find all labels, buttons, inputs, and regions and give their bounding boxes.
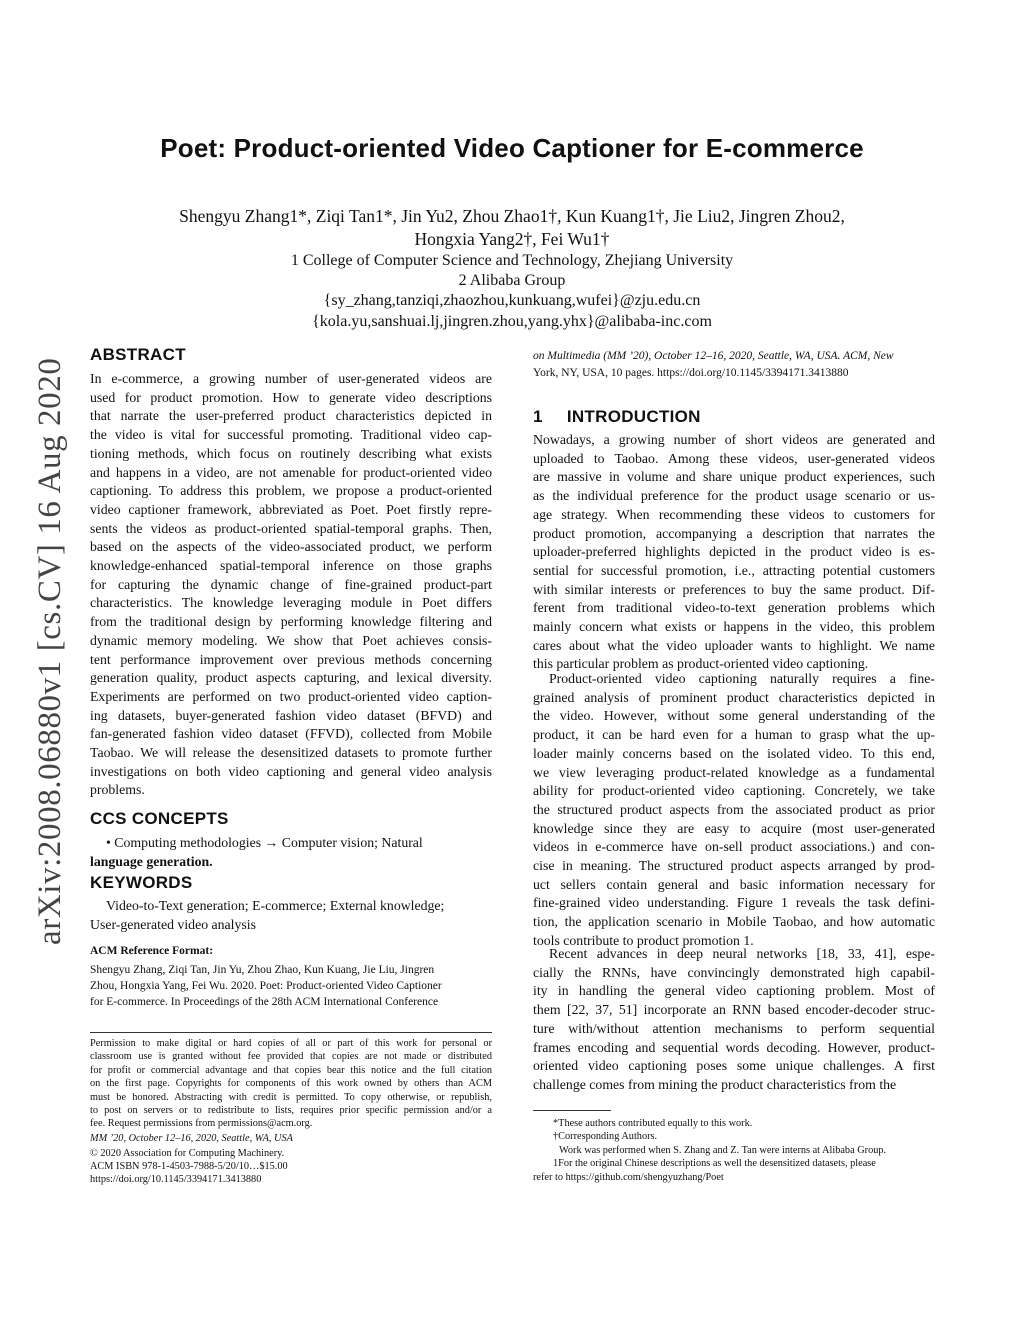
permission-line: to post on servers or to redistribute to lists, requires prior specific permission and/or a (90, 1105, 492, 1117)
intro-paragraph-2 (533, 670, 935, 951)
ccs-line-1: • Computing methodologies → Computer vision; Natural (106, 835, 423, 850)
intro-p2-line: videos in e-commerce have on-sell product associations.) and con- (533, 839, 935, 855)
intro-p3-line: ture with/without attention mechanisms to perform sequential (533, 1020, 935, 1036)
intro-p2-line: knowledge since they are easy to acquire (most user-generated (533, 820, 935, 836)
permission-line: fee. Request permissions from permissions@acm.org. (90, 1118, 313, 1130)
intro-p1-line: uploaded to Taobao. Among these videos, user-generated videos (533, 450, 935, 466)
abstract-line: sents the videos as product-oriented spatial-temporal graphs. Then, (90, 520, 492, 536)
intro-p1-line: this particular problem as product-oriented video captioning. (533, 656, 869, 672)
acm-ref-body (90, 962, 492, 1010)
intro-p1-line: sential for successful promotion, i.e., attracting potential customers (533, 562, 935, 578)
abstract-line: the video is vital for successful promoting. Traditional video cap- (90, 427, 492, 443)
intro-p2-line: tion, the application scenario in Mobile Taobao, and how automatic (533, 914, 935, 930)
abstract-line: for capturing the dynamic change of fine-grained product-part (90, 576, 492, 592)
intro-p3-line: frames encoding and sequential words decoding. However, product- (533, 1039, 935, 1055)
intro-paragraph-1 (533, 431, 935, 674)
intro-p3-line: them [22, 37, 51] incorporate an RNN based encoder-decoder struc- (533, 1002, 935, 1018)
ccs-line-2: language generation. (90, 853, 213, 869)
acm-ref-line-2: Zhou, Hongxia Yang, Fei Wu. 2020. Poet: Product-oriented Video Captioner (90, 980, 442, 992)
arxiv-stamp-text: arXiv:2008.06880v1 [cs.CV] 16 Aug 2020 (32, 357, 68, 945)
acm-ref-line-1: Shengyu Zhang, Ziqi Tan, Jin Yu, Zhou Zhao, Kun Kuang, Jie Liu, Jingren (90, 964, 435, 976)
intro-p2-line: ability for product-oriented video captioning. Concretely, we take (533, 783, 935, 799)
author-line-1: Shengyu Zhang1*, Ziqi Tan1*, Jin Yu2, Zhou Zhao1†, Kun Kuang1†, Jie Liu2, Jingren Zhou2, (179, 206, 845, 226)
abstract-line: generation quality, product aspects capturing, and lexical diversity. (90, 670, 492, 686)
permission-line: for profit or commercial advantage and that copies bear this notice and the full citation (90, 1064, 492, 1076)
footnote-dataset-2: refer to https://github.com/shengyuzhang/Poet (533, 1171, 724, 1183)
intro-p2-line: cise in meaning. The structured product aspects arranged by prod- (533, 858, 935, 874)
intro-heading-number: 1 (533, 407, 543, 426)
intro-p2-line: we view leveraging product-related knowledge as a fundamental (533, 764, 935, 780)
abstract-line: tent performance improvement over previous methods concerning (90, 651, 492, 667)
intro-p2-line: grained analysis of prominent product characteristics depicted in (533, 689, 935, 705)
affiliation-2: 2 Alibaba Group (458, 272, 566, 289)
intro-p2-line: Product-oriented video captioning naturally requires a fine- (549, 671, 935, 686)
intro-p1-line: with similar interests or preferences to buy the same product. Dif- (533, 581, 935, 597)
intro-p3-line: ity in handling the general video captioning problem. Most of (533, 983, 935, 999)
permission-divider (90, 1032, 492, 1033)
abstract-line: Experiments are performed on two product-oriented video caption- (90, 688, 492, 704)
intro-paragraph-3 (533, 945, 935, 1095)
arxiv-stamp (22, 345, 74, 945)
intro-p1-line: are massive in volume and share unique product experiences, such (533, 469, 935, 485)
abstract-line: dynamic memory modeling. We show that Poet achieves consis- (90, 632, 492, 648)
abstract-line: that narrate the user-preferred product characteristics depicted in (90, 408, 492, 424)
intro-p2-line: the structured product aspects from the associated product as prior (533, 801, 935, 817)
abstract-line: from the traditional design by performing knowledge filtering and (90, 614, 492, 630)
abstract-line: video captioner framework, abbreviated as Poet. Poet firstly repre- (90, 501, 492, 517)
abstract-line: fan-generated fashion video dataset (FFVD), collected from Mobile (90, 726, 492, 742)
abstract-line: knowledge-enhanced spatial-temporal inference on those graphs (90, 558, 492, 574)
abstract-line: In e-commerce, a growing number of user-generated videos are (90, 371, 492, 386)
abstract-body (90, 370, 492, 800)
abstract-line: investigations on both video captioning and general video analysis (90, 763, 492, 779)
email-line-2: {kola.yu,sanshuai.lj,jingren.zhou,yang.yhx}@alibaba-inc.com (312, 313, 712, 330)
intro-p1-line: Nowadays, a growing number of short videos are generated and (533, 432, 935, 447)
keywords-line-2: User-generated video analysis (90, 916, 256, 932)
footnote-internship: Work was performed when S. Zhang and Z. Tan were interns at Alibaba Group. (559, 1144, 887, 1156)
permission-line: Permission to make digital or hard copies of all or part of this work for personal or (90, 1038, 492, 1049)
abstract-line: based on the aspects of the video-associated product, we perform (90, 539, 492, 555)
intro-p3-line: Recent advances in deep neural networks [18, 33, 41], espe- (549, 946, 935, 961)
affiliation-1: 1 College of Computer Science and Technology, Zhejiang University (290, 252, 734, 269)
intro-p2-line: fine-grained video understanding. Figure 1 reveals the task defini- (533, 895, 935, 911)
intro-p1-line: cares about what the video uploader wants to highlight. We name (533, 637, 935, 653)
abstract-line: used for product promotion. How to generate video descriptions (90, 389, 492, 405)
abstract-heading: ABSTRACT (90, 345, 186, 364)
acm-ref-continued (533, 348, 935, 382)
ccs-body (90, 834, 492, 871)
email-line-1: {sy_zhang,tanziqi,zhaozhou,kunkuang,wufei}@zju.edu.cn (323, 292, 701, 309)
footnotes (533, 1117, 935, 1184)
permission-notice (90, 1037, 492, 1131)
footnote-equal-contrib: *These authors contributed equally to this work. (553, 1118, 753, 1129)
abstract-line: tioning methods, which focus on routinely describing what exists (90, 445, 492, 461)
conference-line: MM ’20, October 12–16, 2020, Seattle, WA, USA (90, 1133, 293, 1144)
intro-heading-text: INTRODUCTION (566, 407, 701, 426)
paper-title: Poet: Product-oriented Video Captioner for E-commerce (160, 133, 864, 163)
permission-line: classroom use is granted without fee provided that copies are not made or distributed (90, 1051, 492, 1063)
intro-p3-line: oriented video captioning poses some unique challenges. A first (533, 1058, 935, 1074)
abstract-line: Taobao. We will release the desensitized datasets to promote further (90, 745, 492, 761)
intro-p1-line: product promotion, accompanying a description that narrates the (533, 525, 935, 541)
acm-ref-cont-1: on Multimedia (MM ’20), October 12–16, 2020, Seattle, WA, USA. ACM, New (533, 350, 894, 362)
intro-p1-line: ferent from traditional video-to-text generation problems which (533, 600, 935, 616)
intro-p3-line: cially the RNNs, have convincingly demonstrated high capabil- (533, 964, 935, 980)
keywords-body (90, 897, 492, 934)
intro-p1-line: mainly concern what exists or happens in the video, this problem (533, 619, 935, 635)
intro-heading (533, 407, 701, 427)
intro-p3-line: challenge comes from mining the product characteristics from the (533, 1076, 897, 1092)
intro-p2-line: uct sellers contain general and basic information necessary for (533, 876, 935, 892)
footnote-dataset-1: 1For the original Chinese descriptions as well the desensitized datasets, please (553, 1158, 876, 1170)
intro-p1-line: age strategy. When recommending these videos to customers for (533, 506, 935, 522)
intro-p2-line: tools contribute to product promotion 1. (533, 932, 754, 948)
intro-p2-line: product, it can be hard even for a human to grasp what the up- (533, 727, 935, 743)
keywords-heading: KEYWORDS (90, 873, 193, 892)
intro-p1-line: uploader-preferred highlights depicted in the product video is es- (533, 544, 935, 560)
isbn-line: ACM ISBN 978-1-4503-7988-5/20/10…$15.00 (90, 1161, 288, 1172)
acm-ref-line-3: for E-commerce. In Proceedings of the 28th ACM International Conference (90, 996, 439, 1008)
intro-p2-line: the video. However, without some general understanding of the (533, 708, 935, 724)
abstract-line: ing datasets, buyer-generated fashion video dataset (BFVD) and (90, 707, 492, 723)
acm-ref-heading: ACM Reference Format: (90, 945, 214, 957)
abstract-line: captioning. To address this problem, we propose a product-oriented (90, 483, 492, 499)
doi-line: https://doi.org/10.1145/3394171.3413880 (90, 1174, 262, 1185)
permission-line: on the first page. Copyrights for components of this work owned by others than ACM (90, 1078, 492, 1090)
intro-p1-line: as the individual preference for the product usage scenario or us- (533, 488, 935, 504)
abstract-line: characteristics. The knowledge leveraging module in Poet differs (90, 595, 492, 611)
abstract-line: and happens in a video, are not amenable for product-oriented video (90, 464, 492, 480)
keywords-line-1: Video-to-Text generation; E-commerce; External knowledge; (106, 898, 445, 913)
permission-line: must be honored. Abstracting with credit is permitted. To copy otherwise, or republish, (90, 1091, 492, 1103)
author-list (120, 205, 904, 251)
author-line-2: Hongxia Yang2†, Fei Wu1† (414, 229, 610, 249)
footnote-corresponding: †Corresponding Authors. (553, 1131, 658, 1143)
ccs-heading: CCS CONCEPTS (90, 809, 229, 828)
abstract-line: problems. (90, 782, 145, 798)
footnote-divider (533, 1110, 611, 1111)
acm-ref-cont-2: York, NY, USA, 10 pages. https://doi.org/10.1145/3394171.3413880 (533, 367, 849, 379)
intro-p2-line: loader mainly concerns based on the isolated video. To this end, (533, 745, 935, 761)
copyright-line: © 2020 Association for Computing Machinery. (90, 1148, 285, 1159)
